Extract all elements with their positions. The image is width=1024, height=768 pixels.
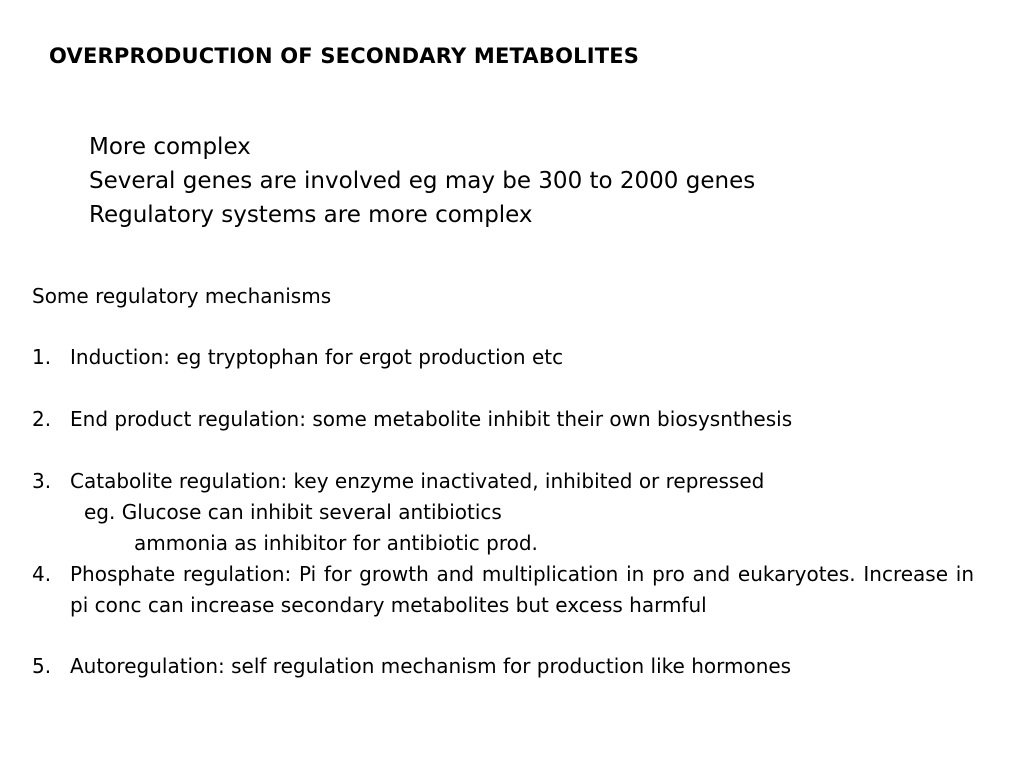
item-text: Autoregulation: self regulation mechanism for production like hormones	[70, 654, 792, 678]
catabolite-example: ammonia as inhibitor for antibiotic prod.	[134, 531, 538, 555]
item-text: Catabolite regulation: key enzyme inactivated, inhibited or repressed	[70, 469, 765, 493]
intro-line: Several genes are involved eg may be 300 to 2000 genes	[89, 168, 756, 194]
item-text: End product regulation: some metabolite inhibit their own biosysnthesis	[70, 407, 793, 431]
item-number: 2.	[32, 407, 52, 431]
section-label: Some regulatory mechanisms	[32, 284, 332, 308]
mechanism-item	[32, 404, 974, 435]
mechanism-item	[32, 651, 974, 682]
mechanism-item	[32, 342, 974, 373]
item-number: 3.	[32, 469, 52, 493]
item-text: Phosphate regulation: Pi for growth and multiplication in pro and eukaryotes. Increase in pi conc can increase secondary metabolites but excess harmful	[70, 562, 974, 617]
item-number: 4.	[32, 562, 52, 586]
slide-title: OVERPRODUCTION OF SECONDARY METABOLITES	[49, 44, 640, 68]
catabolite-example: eg. Glucose can inhibit several antibiotics	[84, 500, 502, 524]
mechanism-item	[32, 559, 974, 621]
intro-line: Regulatory systems are more complex	[89, 202, 533, 228]
item-number: 1.	[32, 345, 52, 369]
item-text: Induction: eg tryptophan for ergot production etc	[70, 345, 564, 369]
mechanism-item	[32, 466, 974, 497]
intro-list	[89, 130, 755, 232]
intro-line: More complex	[89, 134, 251, 160]
item-number: 5.	[32, 654, 52, 678]
